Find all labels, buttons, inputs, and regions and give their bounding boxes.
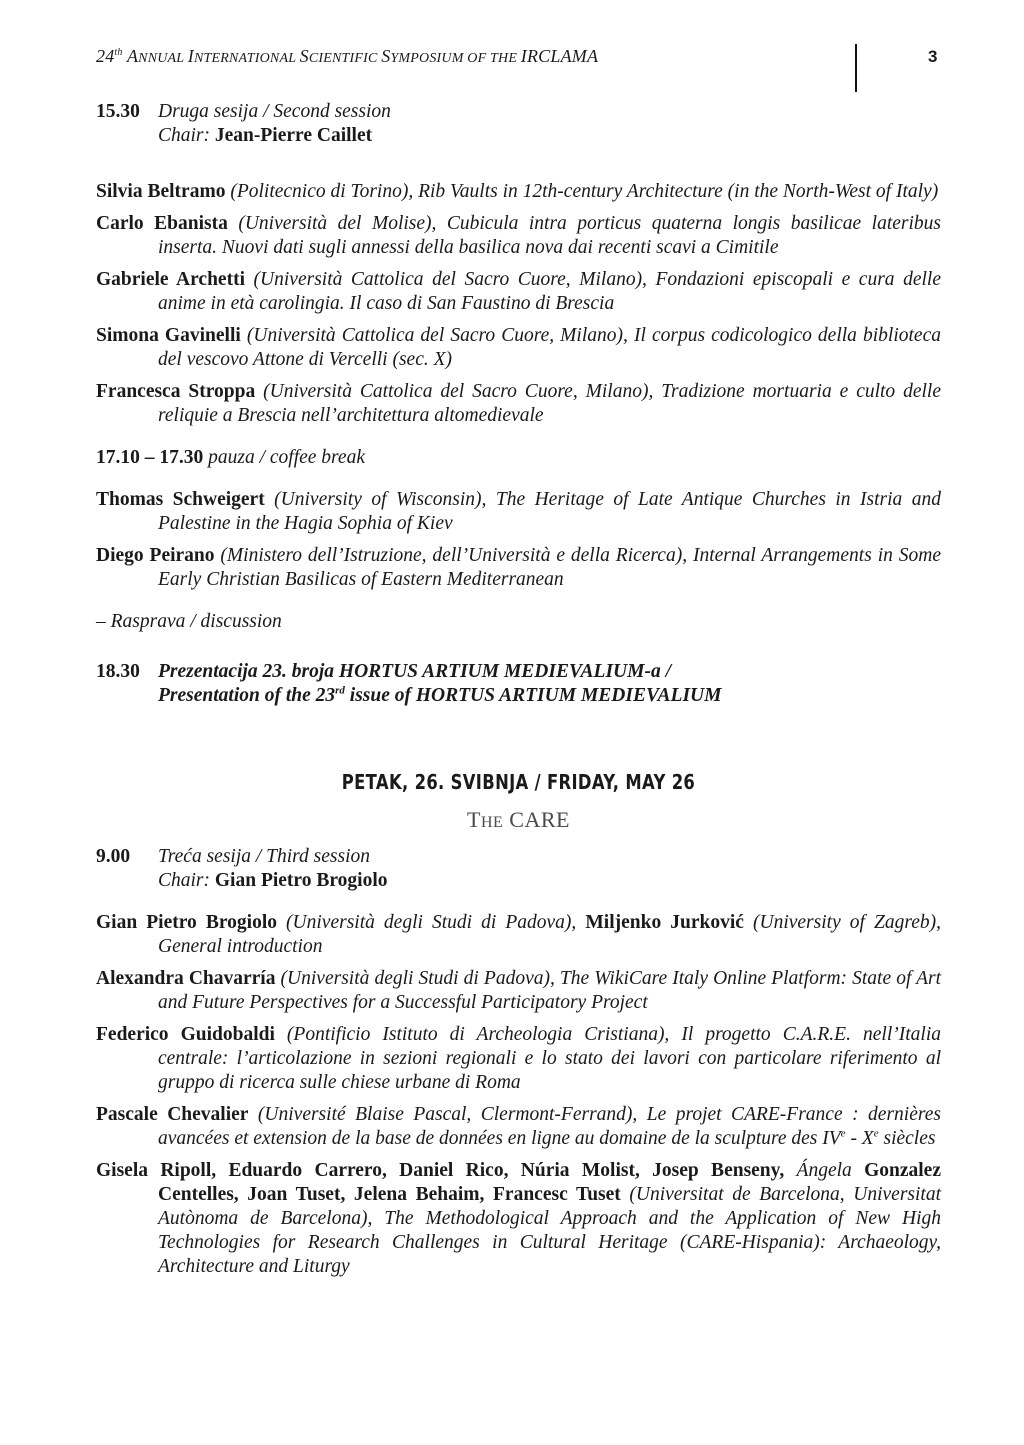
header-title-part: YMPOSIUM OF THE — [390, 51, 521, 66]
speaker-name: Gisela Ripoll, Eduardo Carrero, Daniel Rico, Núria Molist, Josep Benseny, — [96, 1160, 797, 1181]
speaker-name: Federico Guidobaldi — [96, 1024, 275, 1045]
talk-details: (University of Zagreb), General introduction — [158, 912, 942, 957]
talk-entry — [96, 911, 941, 959]
talk-details: (Université Blaise Pascal, Clermont-Ferrand), Le projet CARE-France : dernières avancées et extension de la base de données en ligne au domaine de la sculpture des IV — [158, 1104, 941, 1149]
speaker-name: Silvia Beltramo — [96, 181, 226, 202]
header-title-part: I — [187, 46, 194, 66]
talk-details: (Università del Molise), Cubicula intra porticus quaterna longis basilicae lateribus inserta. Nuovi dati sugli annessi della basilica nova dai recenti scavi a Cimitile — [158, 213, 941, 258]
chair-name: Gian Pietro Brogiolo — [214, 870, 388, 891]
header-title-part: CIENTIFIC — [308, 51, 382, 66]
presentation-time: 18.30 — [96, 661, 140, 682]
speaker-name: Francesca Stroppa — [96, 381, 256, 402]
superscript: e — [873, 1127, 879, 1140]
header-title-part: S — [381, 46, 391, 66]
speaker-name: Gonzalez Centelles, Joan Tuset, Jelena Behaim, Francesc Tuset — [158, 1160, 941, 1205]
speaker-name: Thomas Schweigert — [96, 489, 265, 510]
session-second — [96, 100, 941, 148]
talk-details: (Università Cattolica del Sacro Cuore, Milano), Il corpus codicologico della biblioteca del vescovo Attone di Vercelli (sec. X) — [158, 325, 941, 370]
presentation-text: issue of HORTUS ARTIUM MEDIEVALIUM — [344, 685, 722, 706]
talk-entry — [96, 1159, 941, 1279]
header-title-part: NTERNATIONAL — [193, 51, 300, 66]
chair-label: Chair: — [158, 870, 211, 891]
superscript: e — [840, 1127, 846, 1140]
header-title-part: A — [126, 46, 139, 66]
talk-details: (Università degli Studi di Padova), — [276, 912, 586, 933]
coffee-break — [96, 446, 941, 470]
speaker-name: Pascale Chevalier — [96, 1104, 249, 1125]
talk-entry — [96, 380, 941, 428]
talk-details: siècles — [878, 1128, 936, 1149]
presentation-sup: rd — [335, 684, 345, 697]
header-title-part: S — [299, 46, 309, 66]
day-heading: PETAK, 26. SVIBNJA / FRIDAY, MAY 26 — [341, 770, 696, 794]
discussion: – Rasprava / discussion — [96, 611, 282, 632]
session-label: Treća sesija / Third session — [158, 846, 370, 867]
talk-details: (Università degli Studi di Padova), The WikiCare Italy Online Platform: State of Art and Future Perspectives for a Successful Participatory Project — [158, 968, 941, 1013]
section-title-part: T — [467, 807, 481, 832]
talk-entry — [96, 1023, 941, 1095]
talk-details: (Università Cattolica del Sacro Cuore, Milano), Fondazioni episcopali e cura delle anime in età carolingia. Il caso di San Faustino di Brescia — [158, 269, 942, 314]
header-ordinal: 24 — [96, 46, 115, 66]
talk-entry — [96, 967, 941, 1015]
presentation-text: Presentation of the 23 — [158, 685, 336, 706]
talk-details: - X — [845, 1128, 874, 1149]
page-number: 3 — [928, 47, 938, 66]
speaker-name: Carlo Ebanista — [96, 213, 228, 234]
header-ordinal-suffix: th — [114, 47, 123, 58]
talk-entry — [96, 212, 941, 260]
talk-details: (University of Wisconsin), The Heritage of Late Antique Churches in Istria and Palestine in the Hagia Sophia of Kiev — [158, 489, 941, 534]
talk-details: (Università Cattolica del Sacro Cuore, Milano), Tradizione mortuaria e culto delle reliquie a Brescia nell’architettura altomedievale — [158, 381, 941, 426]
section-title-part: CARE — [503, 807, 570, 832]
talk-entry — [96, 1103, 941, 1151]
speaker-name: Alexandra Chavarría — [96, 968, 276, 989]
header-title-part: IRCLAMA — [520, 46, 599, 66]
speaker-name-italic: Ángela — [796, 1160, 852, 1181]
break-label: pauza / coffee break — [203, 447, 365, 468]
talk-details: (Ministero dell’Istruzione, dell’Università e della Ricerca), Internal Arrangements in Some Early Christian Basilicas of Eastern Mediterranean — [158, 545, 941, 590]
talk-entry — [96, 268, 941, 316]
presentation-line-2 — [158, 684, 941, 708]
speaker-name: Simona Gavinelli — [96, 325, 241, 346]
talk-entry — [96, 544, 941, 592]
header-title-part: NNUAL — [138, 51, 188, 66]
session-label: Druga sesija / Second session — [158, 101, 391, 122]
break-time: 17.10 – 17.30 — [96, 447, 204, 468]
header-divider — [855, 44, 857, 92]
talk-details: (Politecnico di Torino), Rib Vaults in 12th-century Architecture (in the North-West of Italy) — [225, 181, 939, 202]
session-time: 15.30 — [96, 101, 140, 122]
running-head — [96, 46, 598, 67]
talk-entry — [96, 488, 941, 536]
talk-entry — [96, 324, 941, 372]
session-chair — [158, 869, 941, 893]
section-title — [96, 808, 941, 835]
session-chair — [158, 124, 941, 148]
section-title-part: HE — [480, 814, 504, 831]
chair-name: Jean-Pierre Caillet — [214, 125, 373, 146]
session-time: 9.00 — [96, 846, 131, 867]
presentation-line-1: Prezentacija 23. broja HORTUS ARTIUM MEDIEVALIUM-a / — [158, 661, 672, 682]
speaker-name: Gabriele Archetti — [96, 269, 245, 290]
session-third — [96, 845, 941, 893]
speaker-name: Gian Pietro Brogiolo — [96, 912, 277, 933]
talk-details: (Pontificio Istituto di Archeologia Cristiana), Il progetto C.A.R.E. nell’Italia centrale: l’articolazione in sezioni regionali e lo stato dei lavori con particolare riferimento al gruppo di ricerca sulle chiese urbane di Roma — [158, 1024, 941, 1093]
chair-label: Chair: — [158, 125, 211, 146]
presentation — [96, 660, 941, 708]
speaker-name: Diego Peirano — [96, 545, 215, 566]
programme-content — [96, 100, 941, 1279]
talk-details: (Universitat de Barcelona, Universitat Autònoma de Barcelona), The Methodological Approach and the Application of New High Technologies for Research Challenges in Cultural Heritage (CARE-Hispania): Archaeology, Architecture and Liturgy — [158, 1184, 941, 1277]
talk-entry — [96, 180, 941, 204]
speaker-name: Miljenko Jurković — [585, 912, 744, 933]
